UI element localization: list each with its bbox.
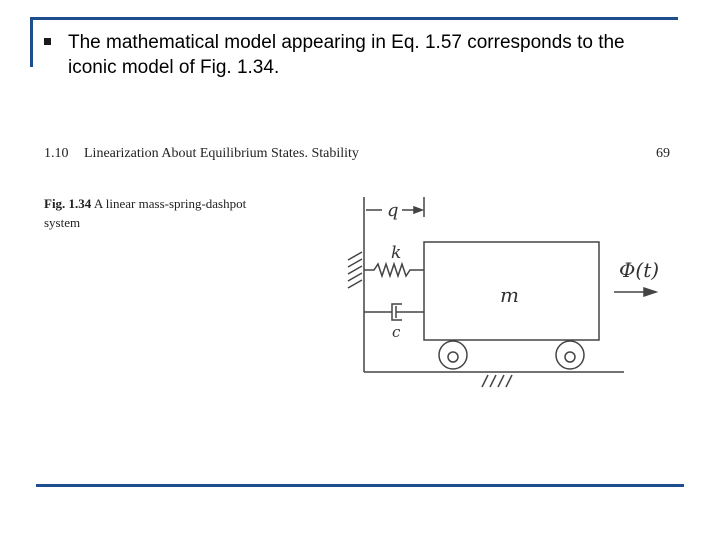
label-m: m [500,283,519,307]
section-title: Linearization About Equilibrium States. Stability [84,146,359,161]
figure-caption: A linear mass-spring-dashpot system [44,196,247,230]
label-k: k [391,243,402,263]
slide-left-border [30,17,33,67]
running-head [44,146,359,162]
figure-label: Fig. 1.34 [44,196,92,211]
wall-hatching [348,252,362,288]
ground-hatching [482,375,512,387]
mass-spring-dashpot-diagram [344,192,684,397]
scanned-book-page [44,142,684,402]
bullet-square-icon [44,38,51,45]
wheel-right [556,341,584,369]
label-force-phi: Φ(t) [619,258,660,282]
force-arrowhead [644,288,656,296]
label-c: c [392,323,401,341]
slide-top-border [30,17,678,20]
wheel-left-hub [448,352,458,362]
label-q: q [387,200,399,221]
q-arrowhead [414,207,422,213]
page-number: 69 [656,146,670,161]
wheel-left [439,341,467,369]
section-number: 1.10 [44,146,69,161]
bullet-text: The mathematical model appearing in Eq. 1.57 corresponds to the iconic model of Fig. 1.34. [68,32,625,78]
wheel-right-hub [565,352,575,362]
spring-k [364,264,424,276]
slide-bottom-border [36,484,684,487]
figure-caption-block [44,194,264,232]
